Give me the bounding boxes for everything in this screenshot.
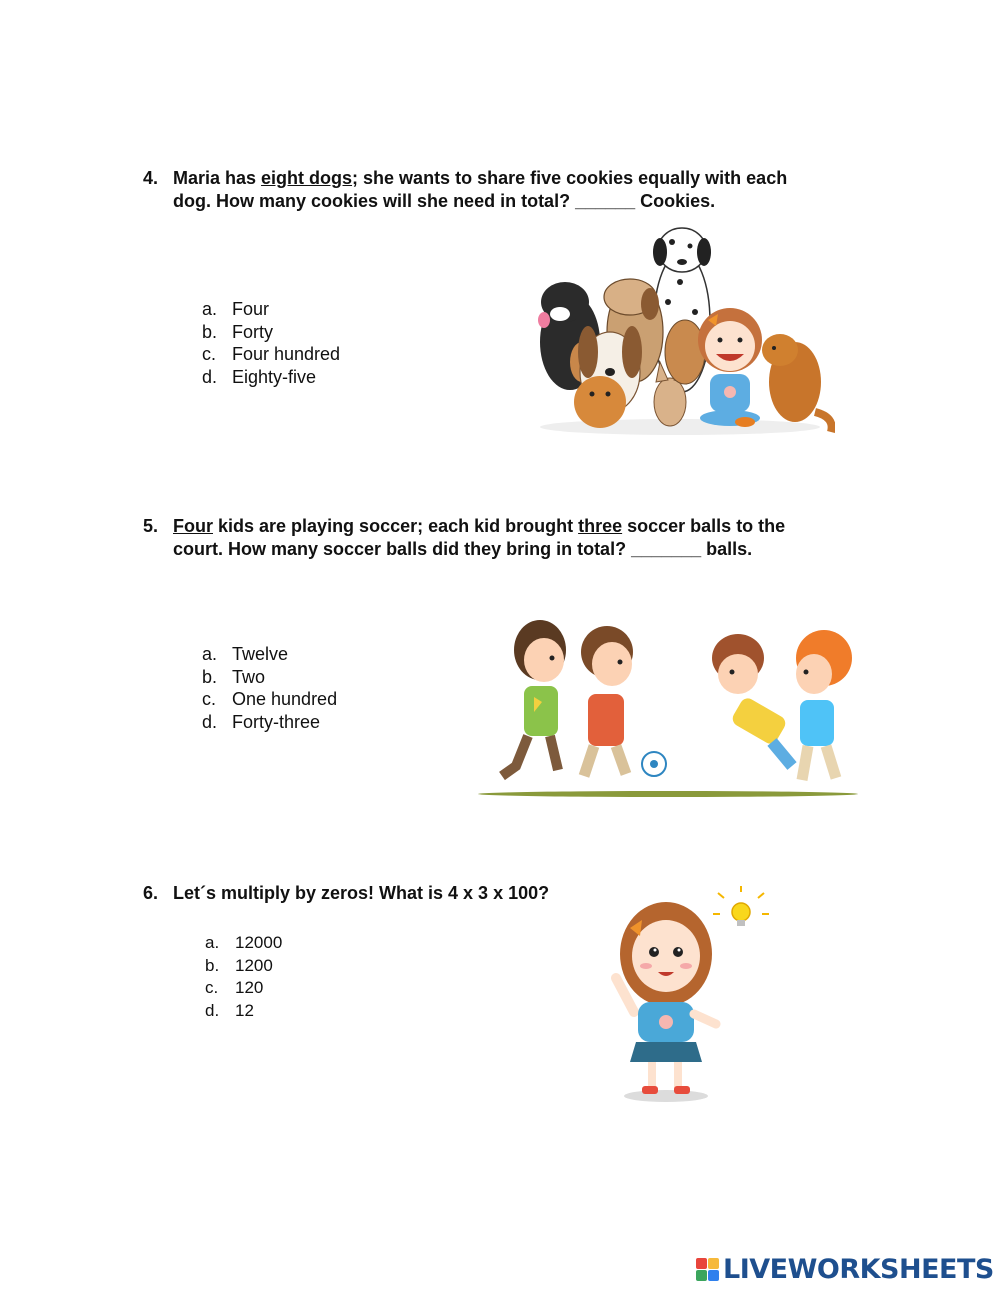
question-text-line2: court. How many soccer balls did they bring in total? _______ balls. xyxy=(173,539,753,559)
lightbulb-icon xyxy=(713,886,769,926)
option-a[interactable] xyxy=(202,643,337,666)
option-text: 12000 xyxy=(235,933,283,952)
option-letter: a. xyxy=(202,644,218,664)
kids-soccer-illustration xyxy=(472,602,864,802)
option-c[interactable] xyxy=(202,343,340,366)
underlined-phrase: three xyxy=(578,516,623,536)
option-letter: c. xyxy=(205,978,219,998)
option-text: Twelve xyxy=(232,644,289,664)
answer-options xyxy=(202,298,340,389)
option-letter: b. xyxy=(202,321,218,342)
question-number: 6. xyxy=(143,883,159,903)
option-text: Four hundred xyxy=(232,344,341,365)
option-text: 120 xyxy=(235,978,264,998)
option-letter: b. xyxy=(205,955,220,975)
option-text: 12 xyxy=(235,1001,254,1021)
option-d[interactable] xyxy=(202,366,340,389)
option-b[interactable] xyxy=(205,955,282,978)
option-d[interactable] xyxy=(202,711,337,734)
option-d[interactable] xyxy=(205,1000,282,1023)
option-letter: d. xyxy=(205,1001,220,1021)
underlined-phrase: Four xyxy=(173,516,213,536)
dogs-and-girl-illustration xyxy=(530,222,835,440)
question-number: 4. xyxy=(143,168,159,188)
option-letter: b. xyxy=(202,666,218,687)
option-b[interactable] xyxy=(202,666,337,689)
option-text: Forty-three xyxy=(232,712,321,733)
option-text: 1200 xyxy=(235,955,273,975)
question-text xyxy=(173,515,785,561)
question-text: Let´s multiply by zeros! What is 4 x 3 x 100? xyxy=(173,883,550,903)
question-number: 5. xyxy=(143,516,159,536)
option-text: Two xyxy=(232,666,266,687)
answer-options xyxy=(205,932,282,1023)
answer-options xyxy=(202,643,337,734)
question-text-part: kids are playing soccer; each kid brought xyxy=(213,516,579,536)
option-letter: c. xyxy=(202,344,217,365)
question-text-part: soccer balls to the xyxy=(622,516,786,536)
option-letter: a. xyxy=(202,299,218,319)
question-text-part: ; she wants to share five cookies equally with each xyxy=(352,168,788,188)
option-letter: d. xyxy=(202,367,218,388)
option-c[interactable] xyxy=(202,688,337,711)
option-a[interactable] xyxy=(205,932,282,955)
option-text: One hundred xyxy=(232,689,338,710)
option-c[interactable] xyxy=(205,977,282,1000)
option-text: Forty xyxy=(232,321,274,342)
thinking-girl-illustration xyxy=(586,884,776,1106)
option-text: Eighty-five xyxy=(232,367,317,388)
option-text: Four xyxy=(232,299,270,319)
underlined-phrase: eight dogs xyxy=(261,168,353,188)
option-letter: d. xyxy=(202,712,218,733)
question-text-line2: dog. How many cookies will she need in total? ______ Cookies. xyxy=(173,191,716,211)
option-b[interactable] xyxy=(202,321,340,344)
logo-tiles-icon xyxy=(696,1258,719,1281)
option-letter: c. xyxy=(202,689,217,710)
option-letter: a. xyxy=(205,933,220,952)
liveworksheets-logo xyxy=(696,1254,994,1285)
question-text-part: Maria has xyxy=(173,168,262,188)
option-a[interactable] xyxy=(202,298,340,321)
brand-name: LIVEWORKSHEETS xyxy=(723,1254,994,1285)
question-text xyxy=(173,167,787,213)
